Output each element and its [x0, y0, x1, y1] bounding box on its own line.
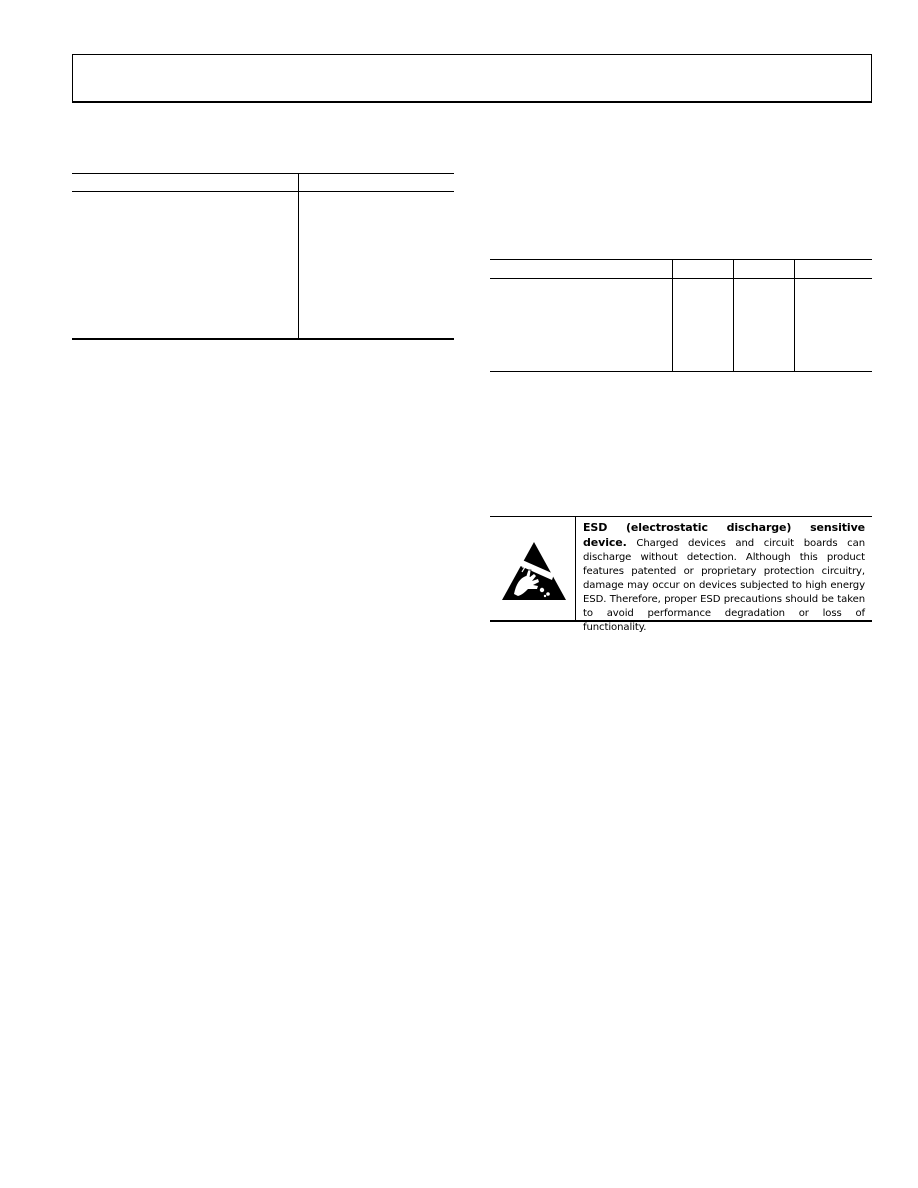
table-header-row — [72, 174, 454, 192]
table-cell — [795, 279, 873, 372]
esd-body: Charged devices and circuit boards can discharge without detection. Although this product features patented or proprietary protection circuitry, damage may occur on devices subjected to high energy ESD. Therefore, proper ESD precautions should be taken to avoid performance degradation or loss of functionality. — [583, 538, 865, 633]
table-cell — [734, 279, 795, 372]
esd-notice-text — [583, 521, 865, 635]
table-header-row — [490, 260, 872, 279]
table-cell — [673, 279, 734, 372]
table-cell — [299, 192, 455, 340]
table-header-cell — [795, 260, 873, 279]
table-row — [72, 192, 454, 340]
table-header-cell — [734, 260, 795, 279]
esd-icon-cell — [490, 517, 576, 620]
table-cell — [72, 192, 299, 340]
ratings-table — [72, 173, 454, 340]
table-header-cell — [72, 174, 299, 192]
table-header-cell — [490, 260, 673, 279]
table-header-cell — [299, 174, 455, 192]
esd-title: ESD (electrostatic discharge) sensitive device. — [583, 521, 865, 549]
table-header-cell — [673, 260, 734, 279]
page-header-box — [72, 54, 872, 103]
esd-notice — [490, 516, 872, 633]
table-cell — [490, 279, 673, 372]
table-row — [490, 279, 872, 372]
esd-warning-icon — [498, 534, 570, 604]
thermal-table — [490, 259, 872, 372]
